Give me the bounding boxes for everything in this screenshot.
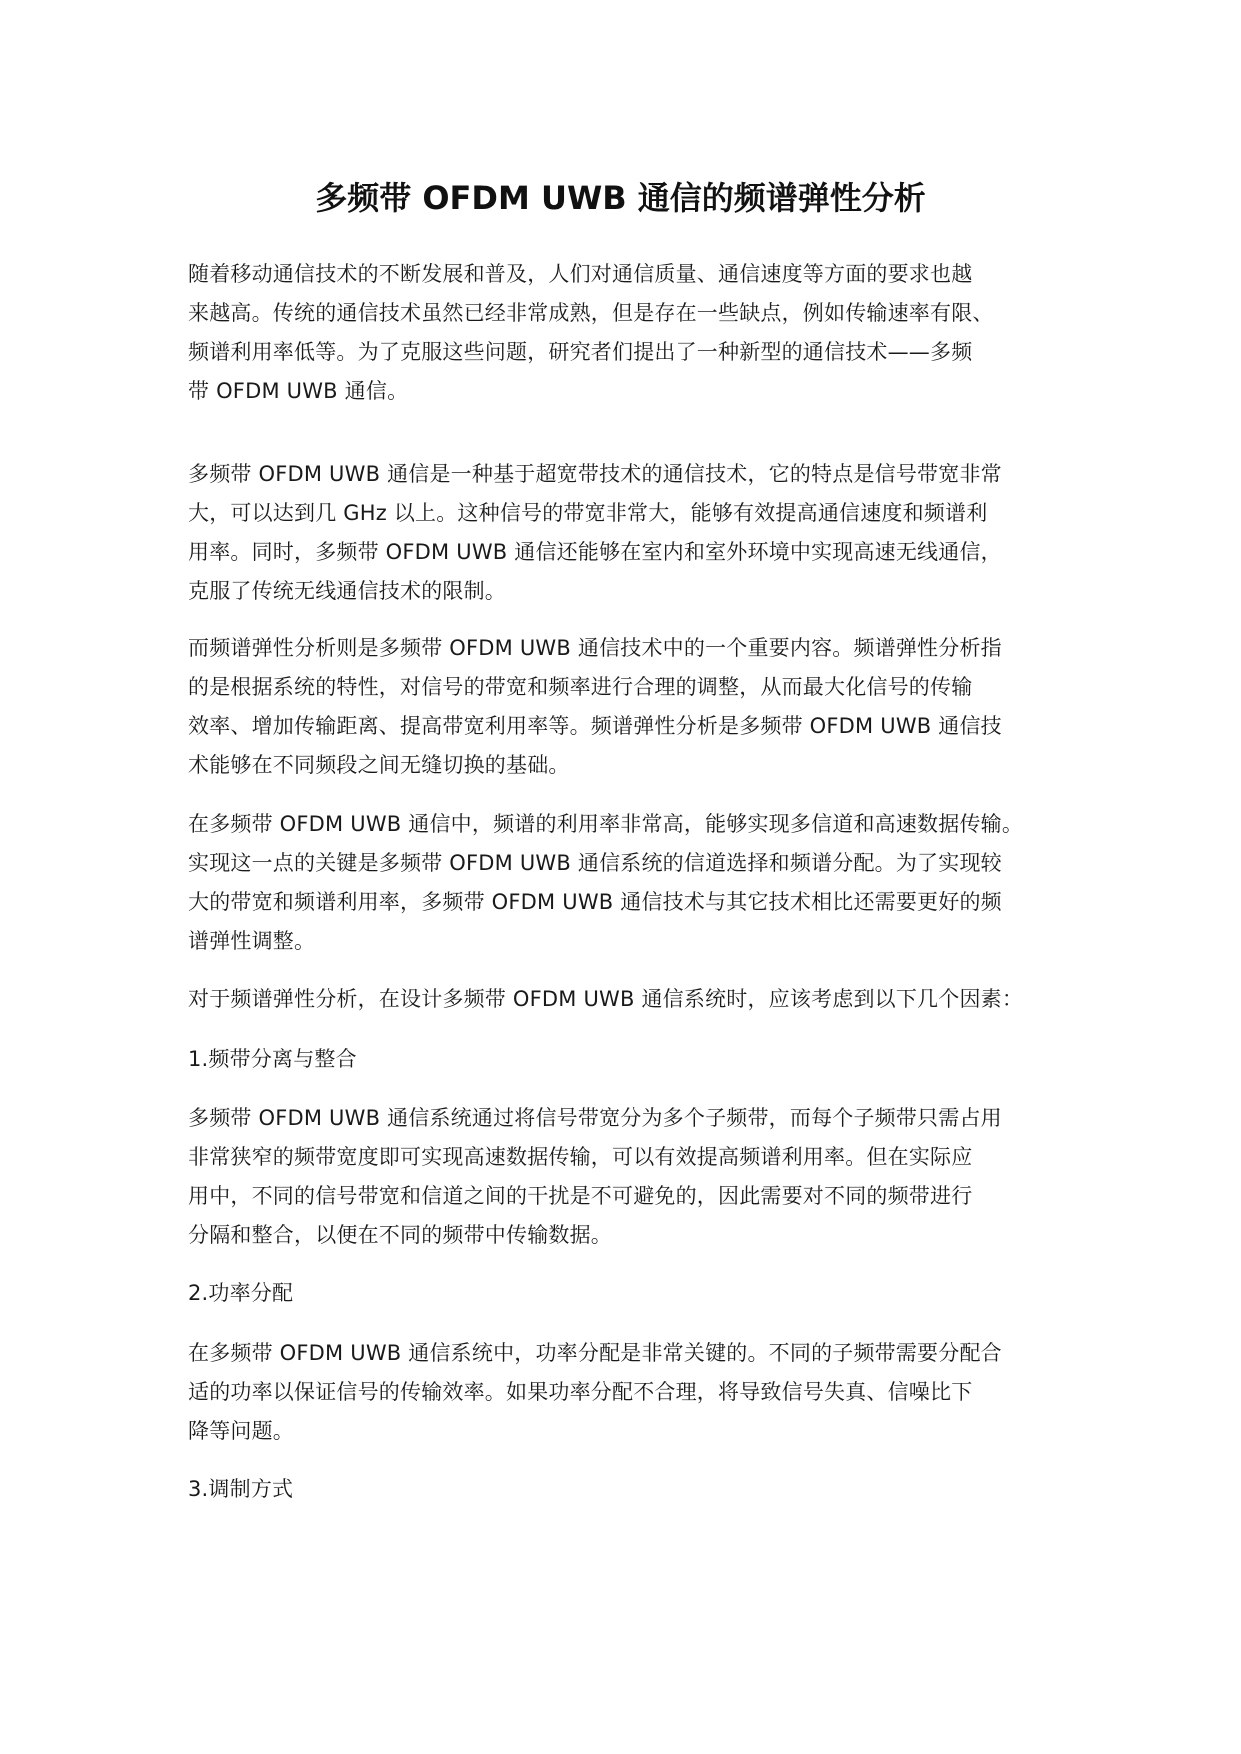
- paragraph-line: 谱弹性调整。: [188, 929, 316, 953]
- paragraph-line: 术能够在不同频段之间无缝切换的基础。: [188, 753, 570, 777]
- paragraph-3: [188, 629, 1068, 785]
- paragraph-6: [188, 1099, 1068, 1255]
- paragraph-line: 而频谱弹性分析则是多频带 OFDM UWB 通信技术中的一个重要内容。频谱弹性分析指: [188, 636, 1002, 660]
- paragraph-4: [188, 805, 1068, 961]
- paragraph-line: 对于频谱弹性分析，在设计多频带 OFDM UWB 通信系统时，应该考虑到以下几个因素：: [188, 987, 1024, 1011]
- paragraph-line: 非常狭窄的频带宽度即可实现高速数据传输，可以有效提高频谱利用率。但在实际应: [188, 1145, 973, 1169]
- paragraph-line: 大的带宽和频谱利用率，多频带 OFDM UWB 通信技术与其它技术相比还需要更好的频: [188, 890, 1002, 914]
- paragraph-5: [188, 980, 1068, 1019]
- paragraph-line: 降等问题。: [188, 1419, 294, 1443]
- paragraph-7: [188, 1334, 1068, 1451]
- paragraph-line: 在多频带 OFDM UWB 通信中，频谱的利用率非常高，能够实现多信道和高速数据传输。: [188, 812, 1024, 836]
- paragraph-line: 实现这一点的关键是多频带 OFDM UWB 通信系统的信道选择和频谱分配。为了实现较: [188, 851, 1002, 875]
- paragraph-line: 随着移动通信技术的不断发展和普及，人们对通信质量、通信速度等方面的要求也越: [188, 262, 973, 286]
- section-heading-text: 1.频带分离与整合: [188, 1047, 357, 1071]
- section-heading-text: 3.调制方式: [188, 1477, 294, 1501]
- paragraph-line: 用率。同时，多频带 OFDM UWB 通信还能够在室内和室外环境中实现高速无线通信，: [188, 540, 1002, 564]
- section-heading-3: [188, 1470, 1068, 1509]
- paragraph-line: 多频带 OFDM UWB 通信系统通过将信号带宽分为多个子频带，而每个子频带只需占用: [188, 1106, 1002, 1130]
- section-heading-text: 2.功率分配: [188, 1281, 294, 1305]
- section-heading-2: [188, 1274, 1068, 1313]
- document-title: 多频带 OFDM UWB 通信的频谱弹性分析: [315, 179, 926, 217]
- paragraph-line: 适的功率以保证信号的传输效率。如果功率分配不合理，将导致信号失真、信噪比下: [188, 1380, 973, 1404]
- paragraph-line: 在多频带 OFDM UWB 通信系统中，功率分配是非常关键的。不同的子频带需要分配合: [188, 1341, 1002, 1365]
- paragraph-line: 大，可以达到几 GHz 以上。这种信号的带宽非常大，能够有效提高通信速度和频谱利: [188, 501, 988, 525]
- paragraph-line: 频谱利用率低等。为了克服这些问题，研究者们提出了一种新型的通信技术——多频: [188, 340, 973, 364]
- paragraph-line: 克服了传统无线通信技术的限制。: [188, 579, 506, 603]
- paragraph-line: 用中，不同的信号带宽和信道之间的干扰是不可避免的，因此需要对不同的频带进行: [188, 1184, 973, 1208]
- paragraph-line: 效率、增加传输距离、提高带宽利用率等。频谱弹性分析是多频带 OFDM UWB 通信技: [188, 714, 1002, 738]
- paragraph-line: 带 OFDM UWB 通信。: [188, 379, 409, 403]
- paragraph-line: 分隔和整合，以便在不同的频带中传输数据。: [188, 1223, 612, 1247]
- paragraph-1: [188, 255, 1068, 411]
- paragraph-line: 多频带 OFDM UWB 通信是一种基于超宽带技术的通信技术，它的特点是信号带宽非常: [188, 462, 1002, 486]
- paragraph-line: 的是根据系统的特性，对信号的带宽和频率进行合理的调整，从而最大化信号的传输: [188, 675, 973, 699]
- paragraph-line: 来越高。传统的通信技术虽然已经非常成熟，但是存在一些缺点，例如传输速率有限、: [188, 301, 994, 325]
- section-heading-1: [188, 1040, 1068, 1079]
- paragraph-2: [188, 455, 1068, 611]
